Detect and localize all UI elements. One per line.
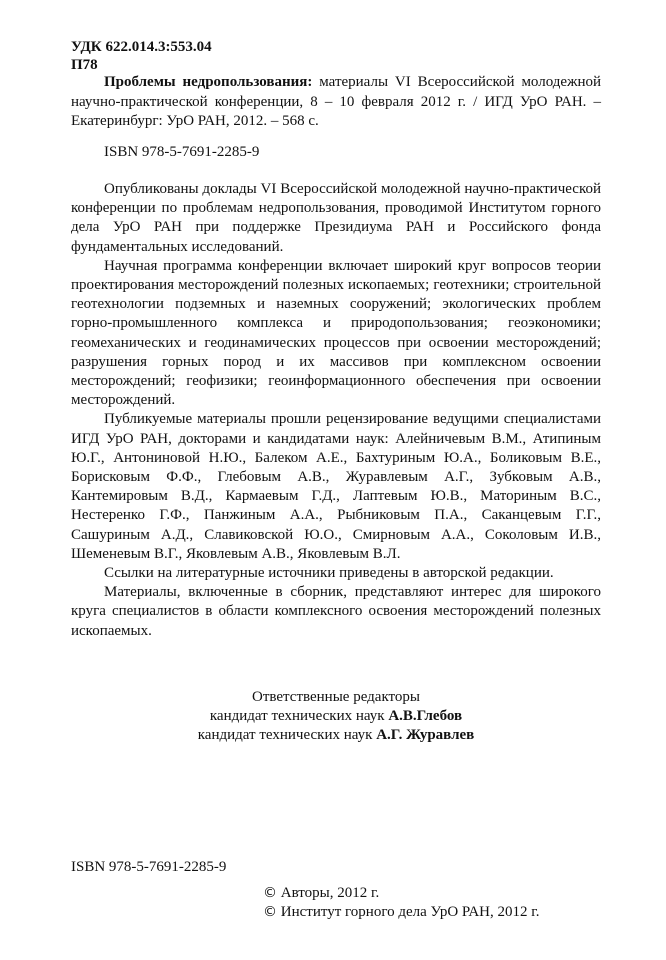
responsible-editors bbox=[71, 688, 601, 745]
paragraph-references: Ссылки на литературные источники приведены в авторской редакции. bbox=[104, 565, 554, 582]
paragraph-program: Научная программа конференции включает широкий круг вопросов теории проектирования месторождений полезных ископаемых; геотехники; строительной геотехнологии подземных и наземных сооружений; экологических проблем горно-промышленного комплекса и природопользования; геоэкономики; геомеханических и геодинамических процессов при освоении месторождений; разрушения горных пород и их массивов при комплексном освоении месторождений; геофизики; геоинформационного обеспечения при освоении месторождений. bbox=[71, 257, 601, 409]
copyright-authors-text: Авторы, 2012 г. bbox=[280, 885, 380, 901]
isbn-top: ISBN 978-5-7691-2285-9 bbox=[104, 144, 260, 160]
book-title: Проблемы недропользования: bbox=[104, 74, 313, 90]
annotation bbox=[71, 180, 601, 641]
editors-heading: Ответственные редакторы bbox=[252, 689, 420, 705]
editor-2 bbox=[71, 726, 601, 745]
editor-2-degree: кандидат технических наук bbox=[197, 727, 377, 743]
isbn-bottom: ISBN 978-5-7691-2285-9 bbox=[71, 859, 227, 875]
editor-1-name: А.В.Глебов bbox=[388, 708, 463, 724]
bibliographic-reference bbox=[71, 73, 601, 132]
copyright-icon: © bbox=[263, 885, 277, 901]
paragraph-reviewers: Публикуемые материалы прошли рецензирование ведущими специалистами ИГД УрО РАН, докторами и кандидатами наук: Алейничевым В.М., Атипиным Ю.Г., Антониновой Н.Ю., Балеком А.Е., Бахтуриным Ю.А., Боликовым В.Е., Борисковым Ф.Ф., Глебовым А.В., Журавлевым А.Г., Зубковым А.В., Кантемировым В.Д., Кармаевым Г.Д., Лаптевым Ю.В., Маториным В.С., Нестеренко Г.Ф., Панжиным А.А., Рыбниковым П.А., Саканцевым Г.Г., Сашуриным А.Д., Славиковской Ю.О., Смирновым А.А., Соколовым И.В., Шеменевым В.Г., Яковлевым А.В., Яковлевым В.Л. bbox=[71, 411, 601, 562]
udc-code: УДК 622.014.3:553.04 bbox=[71, 39, 212, 55]
copyright-authors bbox=[263, 884, 539, 903]
classification-code: П78 bbox=[71, 57, 98, 73]
copyright-institute-text: Институт горного дела УрО РАН, 2012 г. bbox=[280, 904, 540, 920]
editor-1-degree: кандидат технических наук bbox=[209, 708, 389, 724]
editor-1 bbox=[71, 707, 601, 726]
copyright-block bbox=[263, 884, 539, 922]
copyright-institute bbox=[263, 903, 539, 922]
copyright-icon: © bbox=[263, 904, 277, 920]
paragraph-audience: Материалы, включенные в сборник, представляют интерес для широкого круга специалистов в области комплексного освоения месторождений полезных ископаемых. bbox=[71, 584, 601, 639]
editor-2-name: А.Г. Журавлев bbox=[376, 727, 475, 743]
reference-details: материалы VI Всероссийской молодежной научно-практической конференции, 8 – 10 февраля 2012 г. / ИГД УрО РАН. – Екатеринбург: УрО РАН, 2012. – 568 с. bbox=[71, 74, 601, 129]
paragraph-published: Опубликованы доклады VI Всероссийской молодежной научно-практической конференции по проблемам недропользования, проводимой Институтом горного дела УрО РАН при поддержке Президиума РАН и Российского фонда фундаментальных исследований. bbox=[71, 181, 601, 255]
